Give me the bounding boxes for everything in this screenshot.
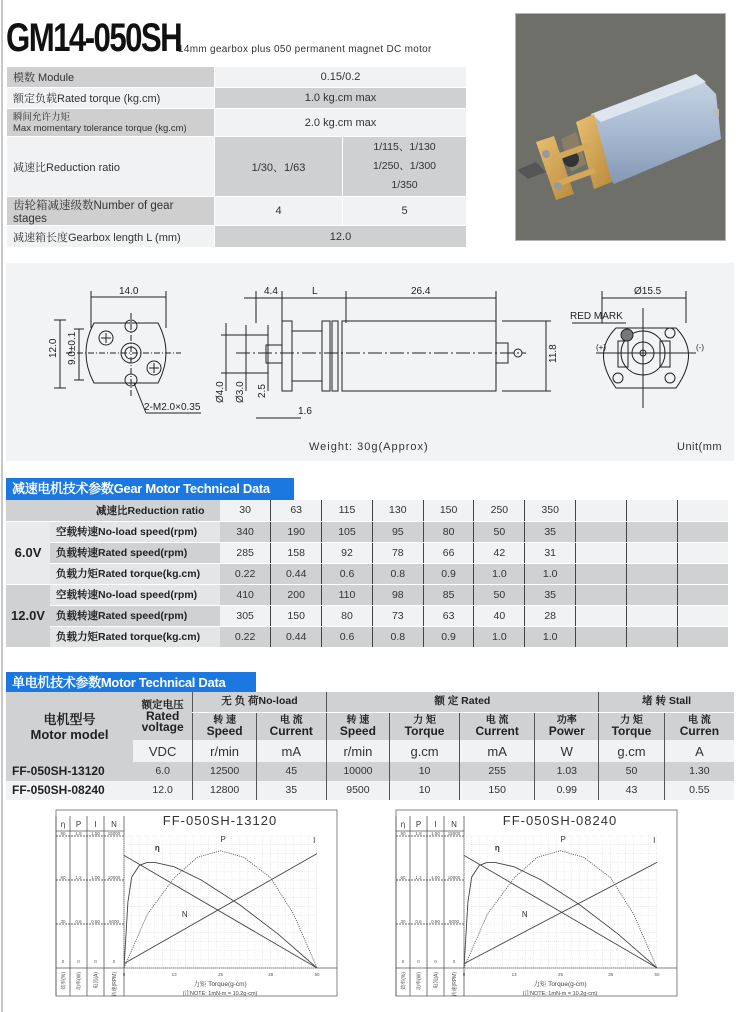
cell-value: 63 [423,605,474,626]
motor-value: 9500 [326,781,390,800]
column-header [459,712,535,740]
gear-data-row [6,563,728,584]
column-header-en: Torque [404,724,445,739]
ratio-label: 减速比Reduction ratio [6,500,220,521]
series-label-eta: η [154,843,160,853]
motor-value: 10 [390,762,460,781]
cell-value [576,584,627,605]
spec-row-max-torque [7,109,467,137]
x-axis-label: 力矩 Torque(g-cm) [533,981,587,988]
column-header-en: Power [548,724,585,739]
axis-head: η [60,820,66,829]
chart-title: FF-050SH-13120 [162,813,278,828]
x-tick-label: 38 [608,972,614,977]
front-view [48,286,201,413]
axis-tick-label: 0 [77,959,80,964]
cell-value: 410 [220,584,271,605]
ratio-value: 115 [322,500,373,521]
cell-value: 105 [322,521,373,542]
gear-data-row [6,542,728,563]
cell-value [576,605,627,626]
gear-data-row [6,626,728,647]
axis-tick-label: 0.50 [91,919,100,924]
voltage-header-en2: voltage [141,719,184,734]
ratio-value [626,500,677,521]
voltage-label: 12.0V [6,584,50,647]
performance-chart-13120 [55,806,338,1006]
cell-value: 150 [271,605,322,626]
spec-row-gearbox-length [7,226,467,248]
axis-tick-label: 1.8 [415,831,422,836]
axis-tick-label: 1.2 [415,875,422,880]
axis-tick-label: 5000 [448,919,460,924]
dim-1-6: 1.6 [298,406,312,417]
row-label: 负载力矩Rated torque(kg.cm) [50,563,220,584]
axis-label: 效率(%) [401,972,407,990]
cell-value [576,521,627,542]
voltage-label: 6.0V [6,521,50,584]
series-label-eta: η [494,843,500,853]
column-header-cn: 力 矩 [620,715,643,727]
dim-9: 9.0±0.1 [67,331,78,365]
row-label: 负载转速Rated speed(rpm) [50,542,220,563]
rear-view [570,286,704,408]
cell-value: 31 [525,542,576,563]
series-label-p: P [560,834,566,844]
column-unit: r/min [193,740,257,762]
motor-value: 150 [459,781,535,800]
axis-label: 转速(RPM) [112,972,118,997]
cell-value [626,626,677,647]
axis-label: 电流(A) [93,972,100,989]
dim-26-4: 26.4 [411,286,431,297]
axis-tick-label: 0 [401,959,405,964]
cell-value: 0.8 [372,626,423,647]
cell-value: 1.0 [474,626,525,647]
ratio-value: 30 [220,500,271,521]
motor-value: 10000 [326,762,390,781]
axis-label: 电流(A) [433,972,440,989]
red-mark-label: RED MARK [570,311,623,322]
axis-tick-label: 0.50 [431,919,440,924]
motor-value: 0.55 [664,781,734,800]
chart-svg [395,806,678,1006]
voltage-header [133,692,193,740]
cell-value: 285 [220,542,271,563]
cell-value [677,605,728,626]
dim-12: 12.0 [48,338,59,358]
cell-value: 95 [372,521,423,542]
axis-label: 功率(W) [76,972,83,991]
motor-value: 12800 [193,781,257,800]
column-unit: mA [256,740,326,762]
plus-terminal-label: (+) [596,343,606,352]
cell-value: 110 [322,584,373,605]
spec-label-cn: 瞬间允许力矩 [13,111,71,123]
x-tick-label: 13 [171,972,177,977]
axis-tick-label: 30 [400,919,406,924]
dimension-drawing [6,263,734,461]
column-header-cn: 功率 [556,715,577,727]
cell-value: 0.22 [220,626,271,647]
ratio-value: 250 [474,500,525,521]
dim-dia-15-5: Ø15.5 [634,286,662,297]
axis-label: 转速(RPM) [452,972,458,997]
axis-head: I [94,820,97,829]
spec-row-reduction-ratio [7,137,467,197]
dim-4-4: 4.4 [264,286,278,297]
ratio-value: 63 [271,500,322,521]
axis-tick-label: 90 [400,831,406,836]
model-header [6,692,133,762]
spec-value: 4 [215,197,343,226]
chart-title: FF-050SH-08240 [502,813,618,828]
spec-label: 额定负载Rated torque (kg.cm) [7,88,215,109]
ratio-line: 1/115、1/130 [373,141,436,153]
column-header-cn: 电 流 [485,715,509,727]
axis-head: N [451,820,457,829]
page-title: GM14-050SH [6,16,182,60]
cell-value [626,521,677,542]
axis-tick-label: 1.2 [75,875,82,880]
ratio-value: 130 [372,500,423,521]
axis-tick-label: 0 [94,959,97,964]
row-label: 负载力矩Rated torque(kg.cm) [50,626,220,647]
cell-value: 85 [423,584,474,605]
motor-value: 50 [599,762,665,781]
cell-value [677,542,728,563]
chart-svg [55,806,338,1006]
x-tick-label: 13 [511,972,517,977]
motor-value: 43 [599,781,665,800]
cell-value: 42 [474,542,525,563]
axis-tick-label: 90 [60,831,66,836]
gear-data-row [6,584,728,605]
side-view [215,286,559,418]
dim-dia-3: Ø3.0 [235,381,246,403]
voltage-header-cn: 额定电压 [141,698,184,711]
spec-table [6,66,467,248]
column-header [193,712,257,740]
spec-row-stages [7,197,467,226]
motor-model: FF-050SH-08240 [12,783,105,797]
cell-value: 340 [220,521,271,542]
motor-row [6,762,734,781]
row-label: 空载转速No-load speed(rpm) [50,521,220,542]
cell-value: 40 [474,605,525,626]
cell-value: 0.44 [271,626,322,647]
cell-value: 80 [423,521,474,542]
page-subtitle: 14mm gearbox plus 050 permanent magnet DC motor [178,44,432,55]
motor-table [6,692,734,800]
spec-value-4stage: 1/30、1/63 [215,137,343,197]
cell-value [576,542,627,563]
voltage-unit: VDC [148,743,177,759]
cell-value: 0.44 [271,563,322,584]
spec-value: 0.15/0.2 [215,67,467,88]
axis-tick-label: 1.00 [91,875,100,880]
spec-label-en: Max momentary tolerance torque (kg.cm) [13,122,187,134]
axis-tick-label: 0 [452,959,456,964]
product-photo [515,13,726,241]
spec-row-module [7,67,467,88]
spec-value: 2.0 kg.cm max [215,109,467,137]
x-tick-label: 0 [122,972,126,977]
motor-value: 1.03 [535,762,599,781]
cell-value: 66 [423,542,474,563]
x-tick-label: 25 [557,972,564,977]
spec-value: 1.0 kg.cm max [215,88,467,109]
spec-label: 模数 Module [7,67,215,88]
x-tick-label: 50 [314,972,320,977]
cell-value: 158 [271,542,322,563]
axis-tick-label: 1.8 [75,831,82,836]
gear-data-row [6,521,728,542]
spec-row-rated-torque [7,88,467,109]
column-unit: g.cm [599,740,665,762]
x-tick-label: 0 [462,972,466,977]
column-header-en: Speed [206,724,243,739]
axis-tick-label: 1.50 [91,831,100,836]
rated-group-header: 额 定 Rated [326,692,599,712]
ratio-line: 1/350 [391,179,418,191]
motor-value: 10 [390,781,460,800]
cell-value: 305 [220,605,271,626]
axis-tick-label: 60 [400,875,406,880]
x-axis-label: 力矩 Torque(g-cm) [193,981,247,988]
ratio-value [677,500,728,521]
column-header [326,712,390,740]
axis-tick-label: 0 [112,959,116,964]
column-header-en: Speed [339,724,376,739]
series-label-n: N [521,909,528,919]
cell-value: 98 [372,584,423,605]
spec-label: 减速箱长度Gearbox length L (mm) [7,226,215,248]
axis-head: I [434,820,437,829]
motor-table-title: 单电机技术参数Motor Technical Data [6,672,256,694]
performance-chart-08240 [395,806,678,1006]
axis-head: P [75,820,82,829]
axis-tick-label: 30 [60,919,66,924]
technical-drawing [6,263,734,461]
motor-illustration [516,14,726,241]
cell-value: 0.6 [322,626,373,647]
noload-group-header: 无 负 荷No-load [193,692,326,712]
dim-11-8: 11.8 [548,344,559,363]
cell-value [677,521,728,542]
axis-tick-label: 0 [61,959,65,964]
cell-value: 50 [474,521,525,542]
axis-tick-label: 60 [60,875,66,880]
axis-tick-label: 1.00 [431,875,440,880]
motor-value: 35 [256,781,326,800]
cell-value [626,605,677,626]
column-header-cn: 电 流 [688,715,711,727]
axis-tick-label: 0 [434,959,437,964]
cell-value: 200 [271,584,322,605]
dim-2-5: 2.5 [257,384,268,398]
axis-head: P [415,820,422,829]
cell-value: 0.6 [322,563,373,584]
dim-L: L [312,286,318,297]
cell-value: 0.9 [423,563,474,584]
axis-label: 功率(W) [416,972,423,991]
series-label-i: I [313,836,316,846]
cell-value: 35 [525,584,576,605]
axis-tick-label: 0.6 [75,919,82,924]
motor-value: 1.30 [664,762,734,781]
motor-value: 6.0 [155,765,170,777]
column-header-cn: 力 矩 [413,715,436,727]
gear-motor-table [6,500,728,648]
motor-value: 12.0 [152,784,173,796]
motor-value: 255 [459,762,535,781]
column-header-en: Curren [679,724,720,739]
column-header [256,712,326,740]
column-header-en: Current [475,724,519,739]
chart-note: (注NOTE: 1mN-m = 10.2g-cm) [182,991,258,997]
column-unit: g.cm [390,740,460,762]
axis-tick-label: 0 [417,959,420,964]
spec-label: 减速比Reduction ratio [7,137,215,197]
motor-value: 0.99 [535,781,599,800]
spec-value-5stage [343,137,467,197]
page-left-border [1,0,3,1012]
column-header [535,712,599,740]
column-header-cn: 转 速 [213,715,236,727]
gear-table-title: 减速电机技术参数Gear Motor Technical Data [6,478,294,500]
axis-label: 效率(%) [61,972,67,990]
cell-value: 73 [372,605,423,626]
axis-tick-label: 10000 [107,875,121,880]
axis-tick-label: 1.50 [431,831,440,836]
column-header-cn: 电 流 [279,715,303,727]
cell-value [626,584,677,605]
column-header [599,712,665,740]
motor-value: 45 [256,762,326,781]
stall-group-header: 堵 转 Stall [599,692,734,712]
cell-value: 35 [525,521,576,542]
cell-value [576,563,627,584]
cell-value: 190 [271,521,322,542]
column-header [390,712,460,740]
dim-14: 14.0 [119,286,139,297]
cell-value [576,626,627,647]
x-tick-label: 25 [217,972,224,977]
axis-head: N [111,820,117,829]
cell-value: 50 [474,584,525,605]
dim-dia-4: Ø4.0 [215,381,226,403]
motor-value: 12500 [193,762,257,781]
row-label: 负载转速Rated speed(rpm) [50,605,220,626]
gear-data-row [6,605,728,626]
axis-tick-label: 5000 [108,919,120,924]
column-unit: A [664,740,734,762]
axis-tick-label: 10000 [447,875,461,880]
column-unit: mA [459,740,535,762]
cell-value: 0.22 [220,563,271,584]
spec-value: 12.0 [215,226,467,248]
x-tick-label: 50 [654,972,660,977]
column-header [664,712,734,740]
minus-terminal-label: (-) [696,343,704,352]
ratio-value [576,500,627,521]
column-unit: r/min [326,740,390,762]
ratio-row [6,500,728,521]
cell-value [677,626,728,647]
ratio-value: 150 [423,500,474,521]
spec-value: 5 [343,197,467,226]
cell-value: 92 [322,542,373,563]
dim-screw: 2-M2.0×0.35 [144,402,201,413]
row-label: 空载转速No-load speed(rpm) [50,584,220,605]
x-tick-label: 38 [268,972,274,977]
series-label-i: I [653,836,656,846]
cell-value [626,563,677,584]
series-label-n: N [181,909,188,919]
cell-value: 1.0 [525,563,576,584]
column-header-en: Current [269,724,313,739]
ratio-value: 350 [525,500,576,521]
cell-value [626,542,677,563]
cell-value: 0.9 [423,626,474,647]
spec-label: 齿轮箱减速级数Number of gear stages [7,197,215,226]
motor-row [6,781,734,800]
column-unit: W [535,740,599,762]
series-label-p: P [220,834,226,844]
axis-tick-label: 15000 [447,831,461,836]
model-header-en: Motor model [30,727,109,742]
cell-value: 80 [322,605,373,626]
cell-value: 28 [525,605,576,626]
cell-value [677,563,728,584]
cell-value: 0.8 [372,563,423,584]
axis-tick-label: 15000 [107,831,121,836]
motor-model: FF-050SH-13120 [12,764,105,778]
unit-label: Unit(mm [677,441,723,453]
weight-label: Weight: 30g(Approx) [309,441,429,453]
column-header-cn: 转 速 [346,715,370,727]
cell-value: 1.0 [474,563,525,584]
axis-head: η [400,820,406,829]
cell-value [677,584,728,605]
spec-label [7,109,215,137]
chart-note: (注NOTE: 1mN-m = 10.2g-cm) [522,991,598,997]
model-header-cn: 电机型号 [43,712,96,727]
voltage-header-en1: Rated [145,708,180,723]
ratio-line: 1/250、1/300 [372,160,437,172]
cell-value: 78 [372,542,423,563]
column-header-en: Torque [611,724,652,739]
axis-tick-label: 0.6 [415,919,422,924]
cell-value: 1.0 [525,626,576,647]
